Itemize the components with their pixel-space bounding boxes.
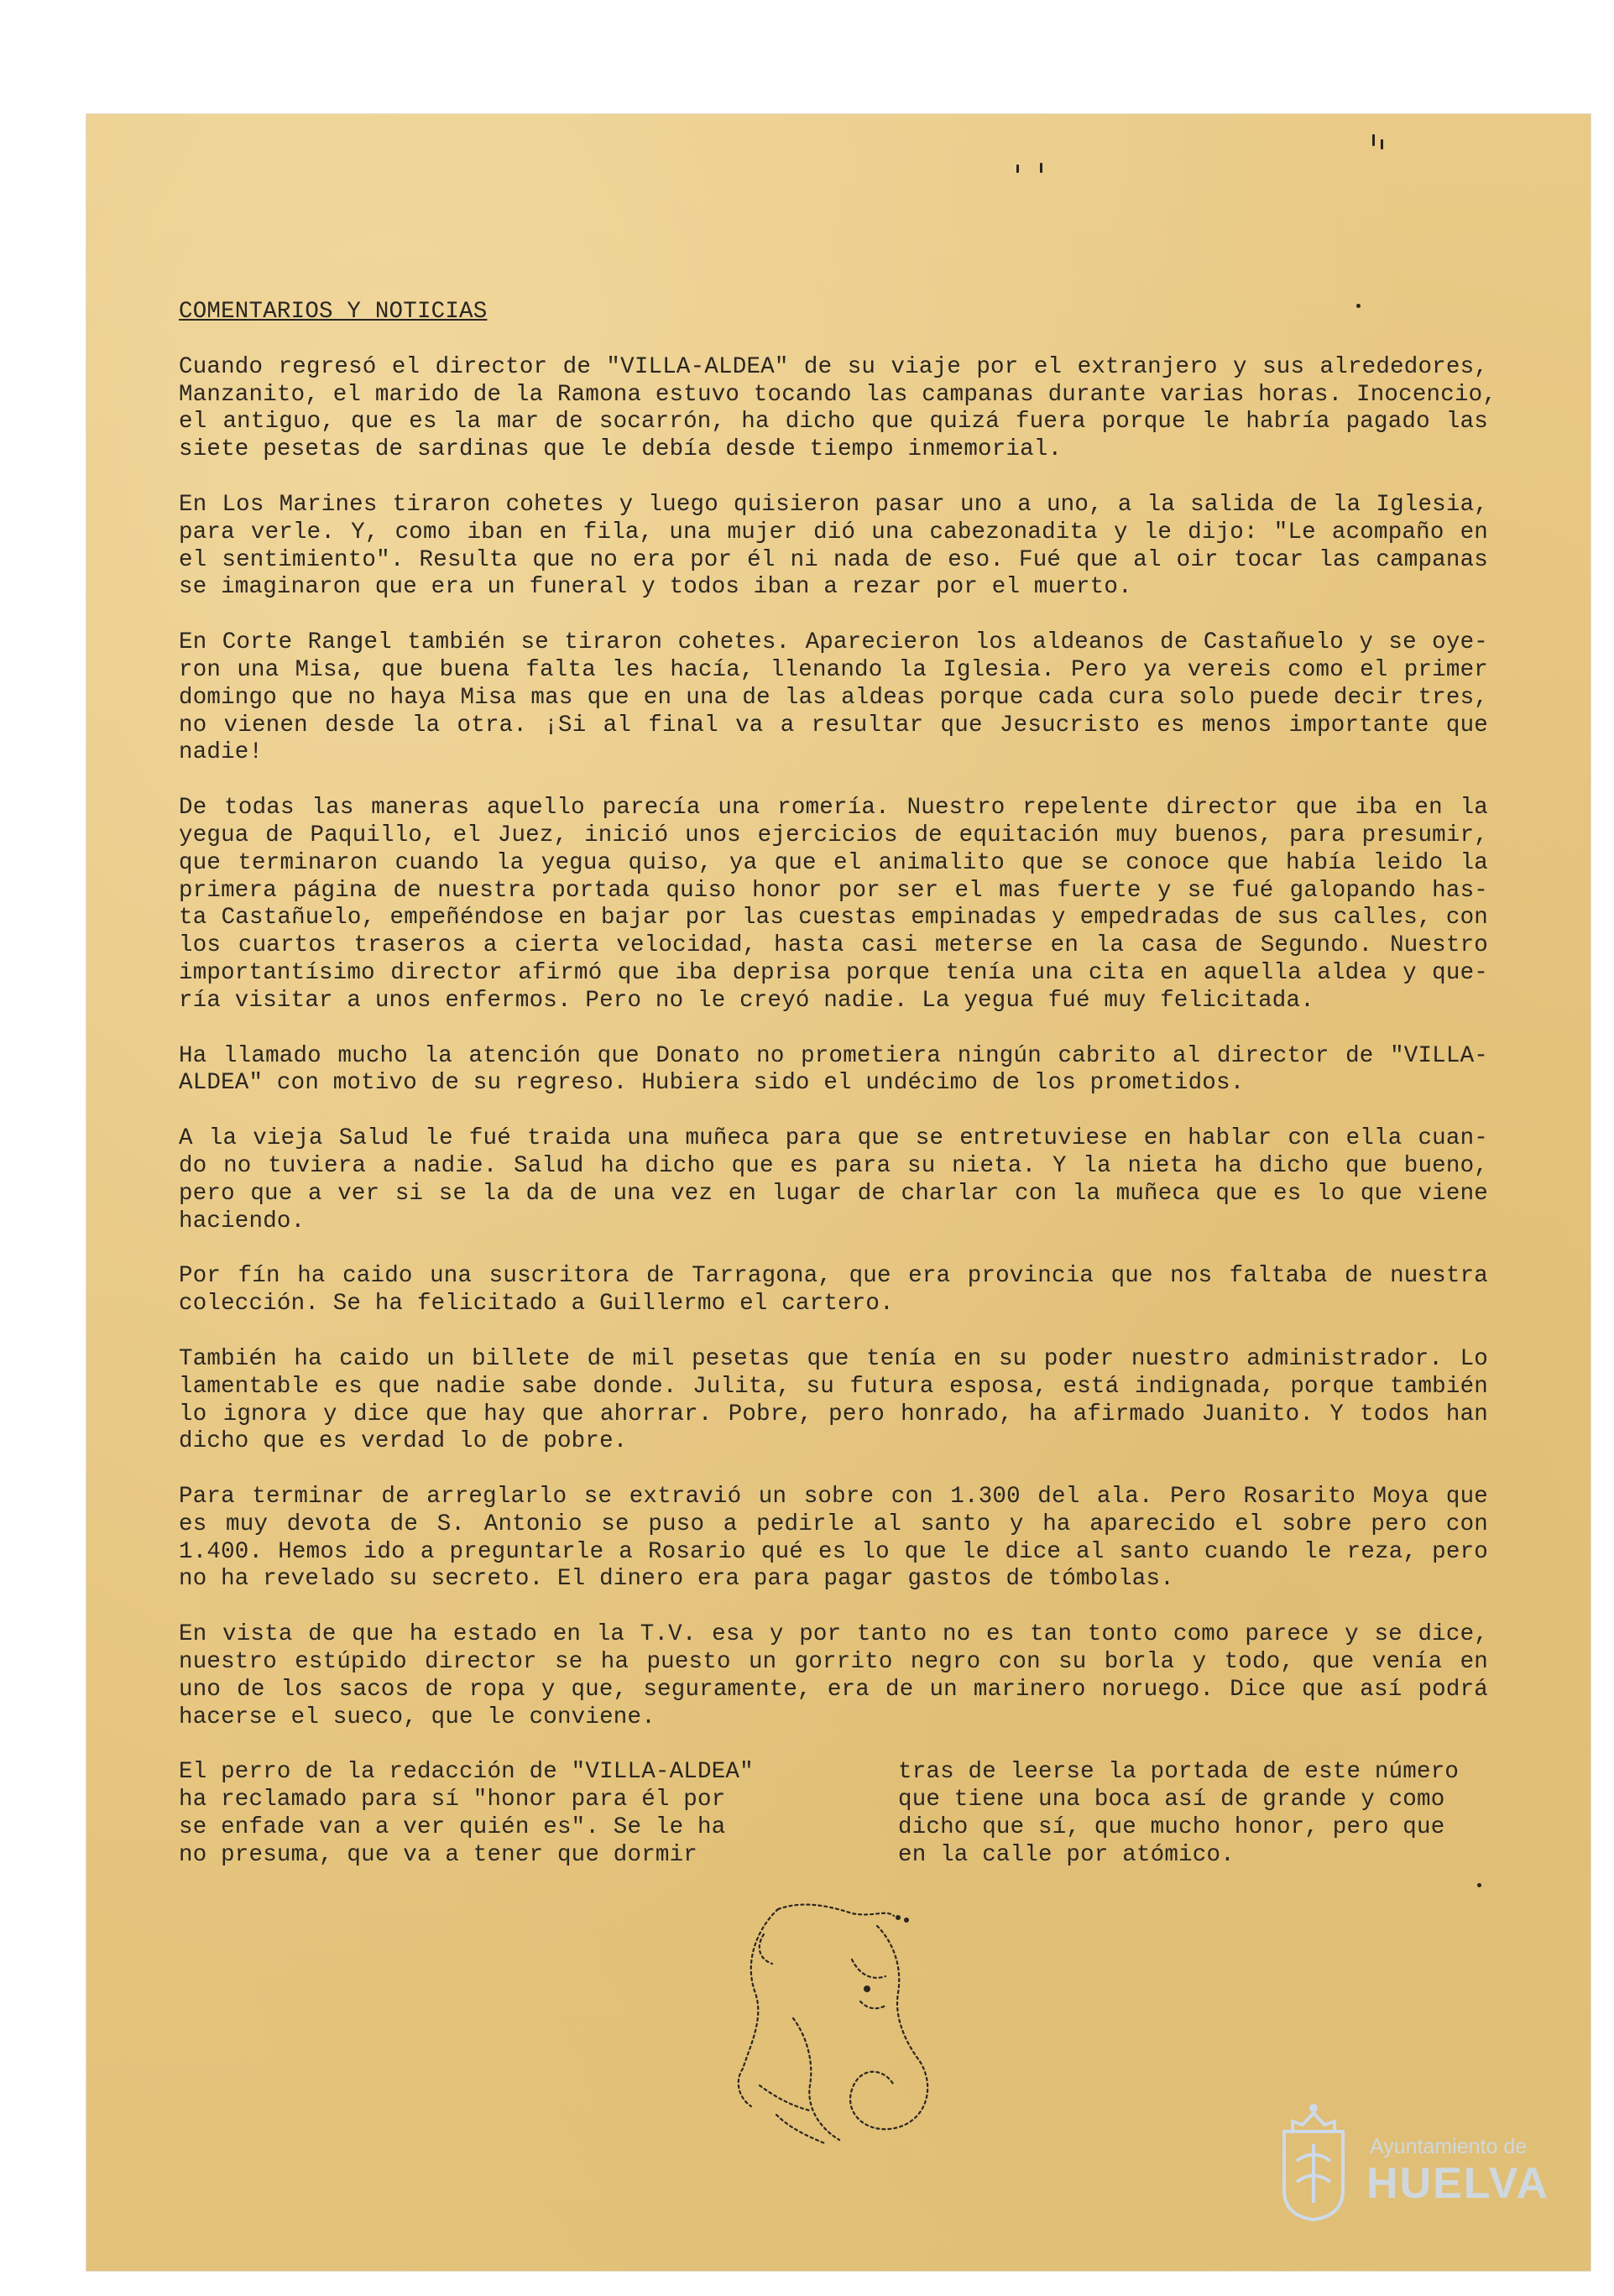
text-left-part: El perro de la redacción de "VILLA-ALDEA" — [179, 1759, 754, 1786]
text-line: ría visitar a unos enfermos. Pero no le creyó nadie. La yegua fué muy felicitada. — [179, 987, 1314, 1014]
city-shield-icon — [1276, 2098, 1351, 2224]
text-line: nadie! — [179, 739, 264, 766]
text-line: domingo que no haya Misa mas que en una de las aldeas porque cada cura solo puede decir tres, — [179, 684, 1488, 711]
split-text-row — [179, 1842, 1488, 1870]
text-line: De todas las maneras aquello parecía una romería. Nuestro repelente director que iba en la — [179, 795, 1488, 822]
text-left-part: no presuma, que va a tener que dormir — [179, 1841, 697, 1868]
text-line: dicho que es verdad lo de pobre. — [179, 1428, 628, 1455]
paragraph — [179, 629, 1488, 767]
text-line: Para terminar de arreglarlo se extravió un sobre con 1.300 del ala. Pero Rosarito Moya que — [179, 1484, 1488, 1511]
paragraph — [179, 1484, 1488, 1594]
text-line: importantísimo director afirmó que iba deprisa porque tenía una cita en aquella aldea y que- — [179, 959, 1488, 986]
text-line: Cuando regresó el director de "VILLA-ALDEA" de su viaje por el extranjero y sus alrededores, — [179, 353, 1488, 380]
document-title: COMENTARIOS Y NOTICIAS — [179, 299, 488, 325]
dog-stamp-drawing — [726, 1901, 969, 2152]
text-left-part: se enfade van a ver quién es". Se le ha — [179, 1814, 726, 1841]
text-line: Ha llamado mucho la atención que Donato no prometiera ningún cabrito al director de "VILLA- — [179, 1042, 1488, 1069]
text-right-part: tras de leerse la portada de este número — [898, 1759, 1460, 1786]
text-line: lamentable es que nadie sabe donde. Julita, su futura esposa, está indignada, porque también — [179, 1373, 1488, 1400]
split-text-row — [179, 1787, 1488, 1814]
watermark-line-2: HUELVA — [1366, 2159, 1550, 2208]
split-text-row — [179, 1759, 1488, 1787]
split-text-row — [179, 1814, 1488, 1842]
text-line: yegua de Paquillo, el Juez, inició unos ejercicios de equitación muy buenos, para presumir, — [179, 822, 1488, 848]
text-line: colección. Se ha felicitado a Guillermo el cartero. — [179, 1291, 894, 1318]
text-right-part: en la calle por atómico. — [898, 1841, 1235, 1868]
text-line: Por fín ha caido una suscritora de Tarragona, que era provincia que nos faltaba de nuestra — [179, 1263, 1488, 1290]
text-line: En Corte Rangel también se tiraron cohetes. Aparecieron los aldeanos de Castañuelo y se oye- — [179, 629, 1488, 656]
text-line: que terminaron cuando la yegua quiso, ya que el animalito que se conoce que había leido la — [179, 849, 1488, 876]
text-line: También ha caido un billete de mil pesetas que tenía en su poder nuestro administrador. Lo — [179, 1345, 1488, 1372]
text-line: A la vieja Salud le fué traida una muñeca para que se entretuviese en hablar con ella cuan- — [179, 1125, 1488, 1152]
text-line: lo ignora y dice que hay que ahorrar. Pobre, pero honrado, ha afirmado Juanito. Y todos han — [179, 1401, 1488, 1427]
text-line: no ha revelado su secreto. El dinero era para pagar gastos de tómbolas. — [179, 1566, 1174, 1593]
huelva-city-logo — [1276, 2098, 1553, 2224]
text-line: ta Castañuelo, empeñéndose en bajar por las cuestas empinadas y empedradas de sus calles, con — [179, 905, 1488, 931]
text-left-part: ha reclamado para sí "honor para él por — [179, 1787, 726, 1813]
text-line: es muy devota de S. Antonio se puso a pedirle al santo y ha aparecido el sobre pero con — [179, 1511, 1488, 1537]
text-line: hacerse el sueco, que le conviene. — [179, 1704, 656, 1730]
paragraph — [179, 353, 1497, 464]
text-right-part: que tiene una boca así de grande y como — [898, 1787, 1445, 1813]
text-line: 1.400. Hemos ido a preguntarle a Rosario qué es lo que le dice al santo cuando le reza, pero — [179, 1538, 1488, 1565]
text-line: ALDEA" con motivo de su regreso. Hubiera sido el undécimo de los prometidos. — [179, 1070, 1245, 1097]
text-line: uno de los sacos de ropa y que, seguramente, era de un marinero noruego. Dice que así podrá — [179, 1676, 1488, 1703]
paragraph — [179, 1346, 1488, 1456]
text-line: para verle. Y, como iban en fila, una mujer dió una cabezonadita y le dijo: "Le acompaño en — [179, 519, 1488, 545]
ink-speck — [1016, 164, 1019, 173]
paragraph — [179, 795, 1488, 1015]
text-line: primera página de nuestra portada quiso honor por ser el mas fuerte y se fué galopando has- — [179, 877, 1488, 904]
paragraph — [179, 492, 1488, 602]
text-line: el antiguo, que es la mar de socarrón, ha dicho que quizá fuera porque le habría pagado las — [179, 409, 1488, 436]
text-line: pero que a ver si se la da de una vez en lugar de charlar con la muñeca que es lo que viene — [179, 1180, 1488, 1207]
typed-text — [179, 299, 1497, 1897]
ink-speck — [1372, 134, 1375, 146]
paragraph-with-stamp — [179, 1759, 1488, 1869]
text-line: el sentimiento". Resulta que no era por él ni nada de eso. Fué que al oir tocar las campanas — [179, 546, 1488, 573]
text-line: En vista de que ha estado en la T.V. esa y por tanto no es tan tonto como parece y se dice, — [179, 1621, 1488, 1648]
paragraph — [179, 1263, 1488, 1318]
text-right-part: dicho que sí, que mucho honor, pero que — [898, 1814, 1445, 1841]
paragraph-list — [179, 353, 1497, 1732]
text-line: haciendo. — [179, 1208, 306, 1234]
ink-speck — [1381, 139, 1383, 149]
text-line: do no tuviera a nadie. Salud ha dicho que es para su nieta. Y la nieta ha dicho que bueno, — [179, 1152, 1488, 1179]
text-line: siete pesetas de sardinas que le debía desde tiempo inmemorial. — [179, 436, 1063, 463]
text-line: Manzanito, el marido de la Ramona estuvo tocando las campanas durante varias horas. Inocencio, — [179, 381, 1497, 408]
watermark-line-1: Ayuntamiento de — [1370, 2135, 1528, 2158]
paragraph — [179, 1621, 1488, 1731]
text-line: no vienen desde la otra. ¡Si al final va a resultar que Jesucristo es menos importante que — [179, 712, 1488, 738]
paragraph — [179, 1043, 1488, 1098]
text-line: ron una Misa, que buena falta les hacía, llenando la Iglesia. Pero ya vereis como el primer — [179, 656, 1488, 683]
ink-speck — [1040, 163, 1042, 173]
text-line: se imaginaron que era un funeral y todos iban a rezar por el muerto. — [179, 574, 1132, 601]
text-line: En Los Marines tiraron cohetes y luego quisieron pasar uno a uno, a la salida de la Iglesia, — [179, 491, 1488, 518]
text-line: los cuartos traseros a cierta velocidad, hasta casi meterse en la casa de Segundo. Nuestro — [179, 932, 1488, 959]
paragraph — [179, 1125, 1488, 1235]
text-line: nuestro estúpido director se ha puesto un gorrito negro con su borla y todo, que venía en — [179, 1649, 1488, 1676]
